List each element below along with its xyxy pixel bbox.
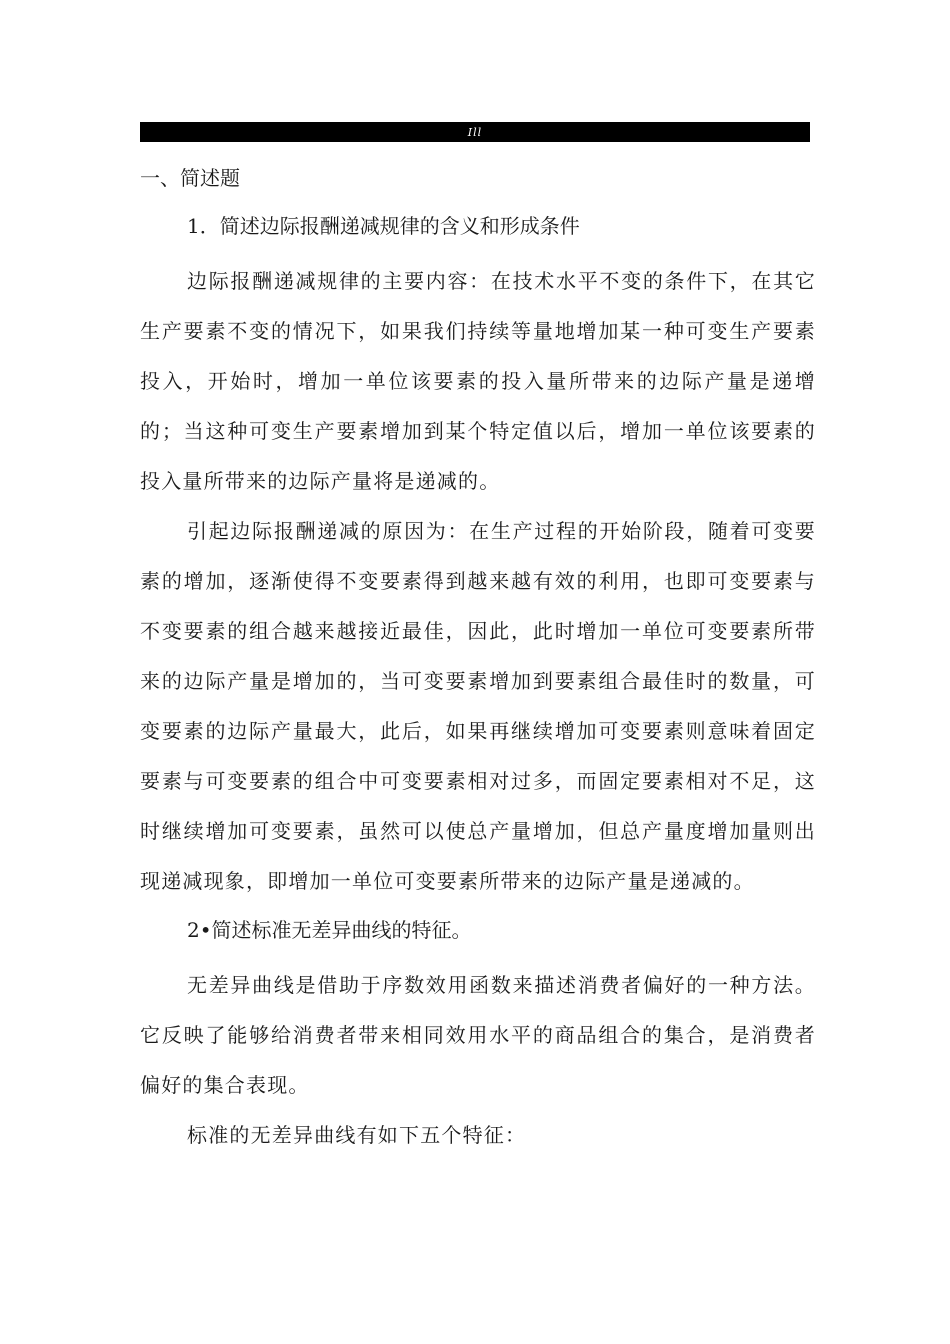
section-title: 一、简述题 [140,166,240,190]
question-1-paragraph-2: 引起边际报酬递减的原因为：在生产过程的开始阶段，随着可变要素的增加，逐渐使得不变要素得到越来越有效的利用，也即可变要素与不变要素的组合越来越接近最佳，因此，此时增加一单位可变要素所带来的边际产量是增加的，当可变要素增加到要素组合最佳时的数量，可变要素的边际产量最大，此后，如果再继续增加可变要素则意味着固定要素与可变要素的组合中可变要素相对过多，而固定要素相对不足，这时继续增加可变要素，虽然可以使总产量增加，但总产量度增加量则出现递减现象，即增加一单位可变要素所带来的边际产量是递减的。 [140,519,816,893]
question-2-paragraph-1: 无差异曲线是借助于序数效用函数来描述消费者偏好的一种方法。它反映了能够给消费者带来相同效用水平的商品组合的集合，是消费者偏好的集合表现。 [140,973,816,1097]
header-bar-text: Ill [467,125,483,139]
header-bar [140,122,810,142]
question-1-paragraph-1: 边际报酬递减规律的主要内容：在技术水平不变的条件下，在其它生产要素不变的情况下，如果我们持续等量地增加某一种可变生产要素投入，开始时，增加一单位该要素的投入量所带来的边际产量是递增的；当这种可变生产要素增加到某个特定值以后，增加一单位该要素的投入量所带来的边际产量将是递减的。 [140,269,816,493]
document-body [140,158,816,1160]
question-1-title: 1．简述边际报酬递减规律的含义和形成条件 [187,214,580,238]
question-2-paragraph-2: 标准的无差异曲线有如下五个特征： [187,1123,527,1147]
question-2-title: 2•简述标准无差异曲线的特征。 [187,918,472,942]
